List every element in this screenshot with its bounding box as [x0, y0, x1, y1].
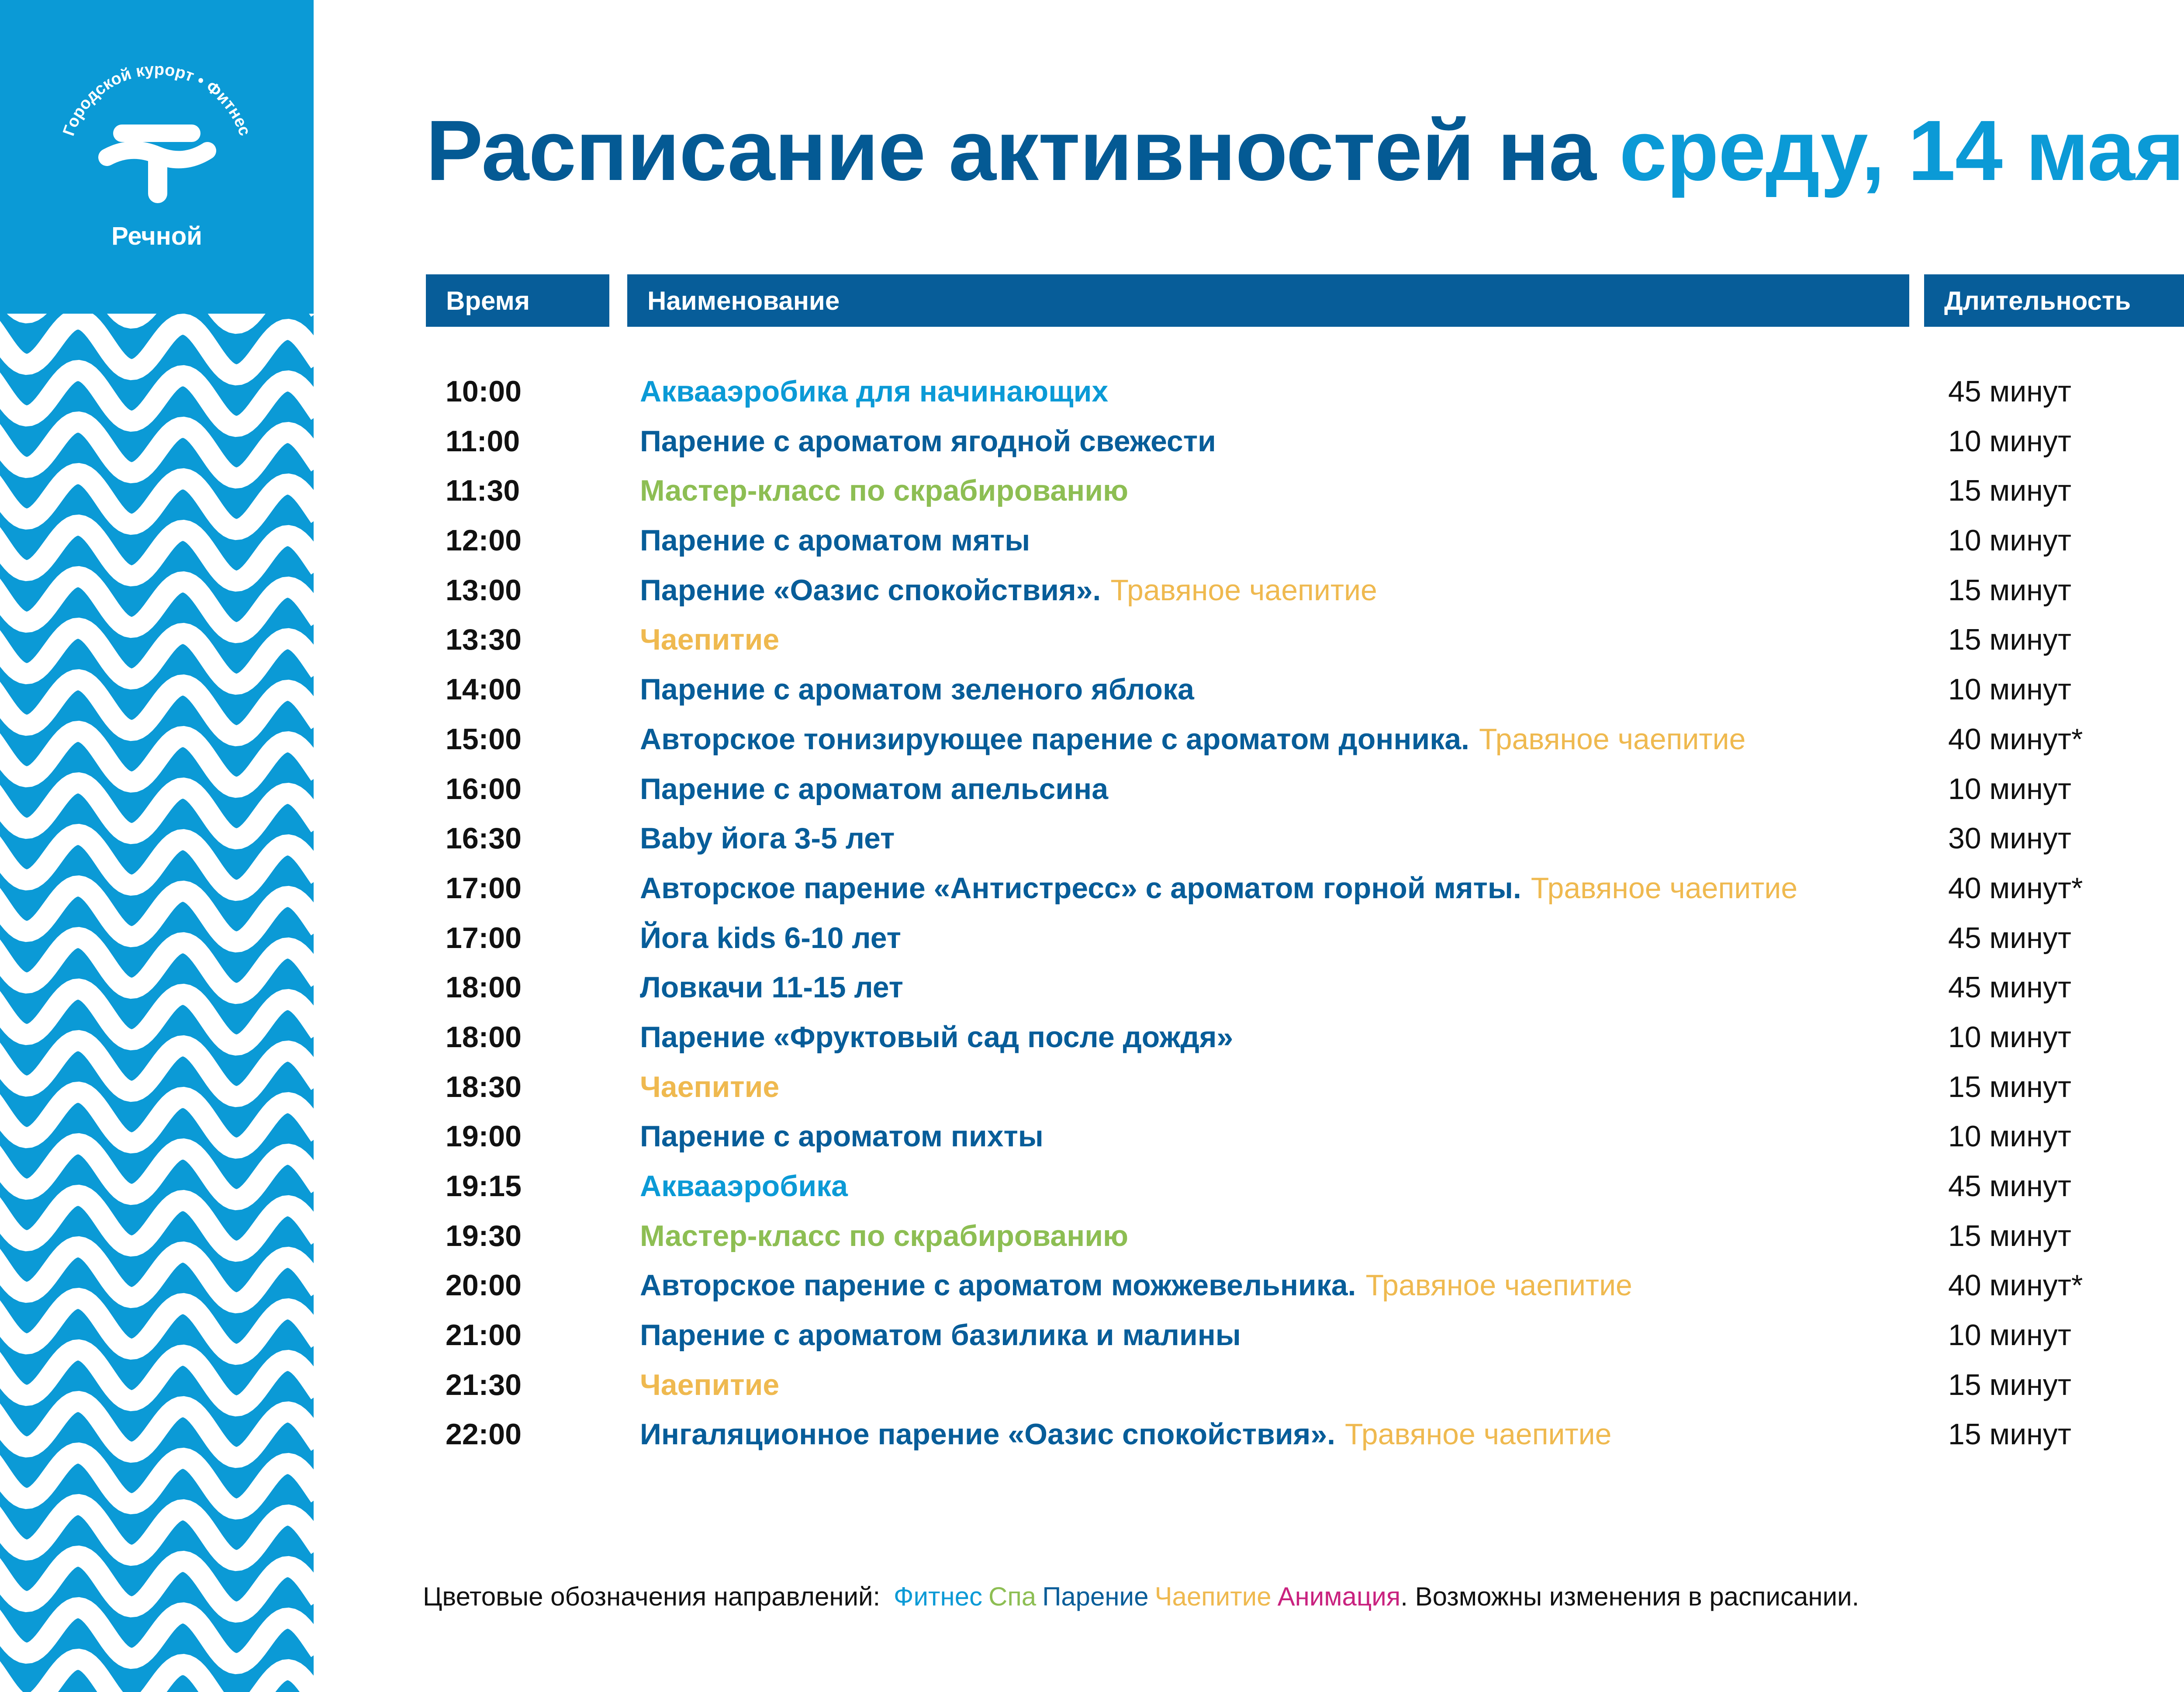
legend-item-steam: Парение [1042, 1582, 1149, 1611]
activity-extra: Травяное чаепитие [1531, 871, 1798, 905]
activity-name: Ловкачи 11-15 лет [640, 971, 903, 1004]
table-row [0, 1013, 2184, 1062]
row-name [640, 715, 1745, 765]
row-name [640, 1410, 1611, 1460]
legend-item-fitness: Фитнес [893, 1582, 982, 1611]
row-name [640, 1062, 779, 1112]
row-name [640, 1360, 779, 1410]
activity-name: Парение «Оазис спокойствия». [640, 573, 1101, 607]
row-time: 17:00 [446, 921, 522, 955]
table-row [0, 765, 2184, 814]
row-time: 20:00 [446, 1269, 522, 1302]
wave-stripe [0, 1556, 314, 1612]
legend-suffix: . Возможны изменения в расписании. [1400, 1582, 1859, 1611]
legend-item-anim: Анимация [1277, 1582, 1401, 1611]
row-duration: 10 минут [1948, 524, 2071, 557]
activity-name: Парение с ароматом пихты [640, 1120, 1044, 1153]
row-time: 18:30 [446, 1070, 522, 1104]
table-row [0, 1062, 2184, 1112]
table-row [0, 367, 2184, 417]
row-name [640, 1211, 1128, 1261]
table-row [0, 1162, 2184, 1211]
row-duration: 15 минут [1948, 1368, 2071, 1401]
row-duration: 15 минут [1948, 1418, 2071, 1451]
row-duration: 10 минут [1948, 772, 2071, 806]
row-time: 15:00 [446, 722, 522, 756]
wave-stripe [0, 319, 314, 375]
table-row [0, 417, 2184, 467]
row-name [640, 417, 1216, 467]
row-time: 19:30 [446, 1219, 522, 1253]
activity-name: Чаепитие [640, 1070, 780, 1104]
wave-stripe [0, 1608, 314, 1664]
activity-extra: Травяное чаепитие [1479, 722, 1746, 756]
row-time: 19:15 [446, 1170, 522, 1203]
row-duration: 10 минут [1948, 1020, 2071, 1054]
wave-stripe [0, 1453, 314, 1509]
table-row [0, 665, 2184, 715]
row-duration: 10 минут [1948, 673, 2071, 706]
activity-name: Аквааэробика [640, 1170, 848, 1203]
table-row [0, 1112, 2184, 1162]
row-time: 22:00 [446, 1418, 522, 1451]
row-name [640, 615, 779, 665]
color-legend [423, 1581, 1865, 1612]
activity-name: Парение с ароматом базилика и малины [640, 1318, 1241, 1352]
activity-name: Ингаляционное парение «Оазис спокойствия». [640, 1418, 1336, 1451]
row-time: 18:00 [446, 971, 522, 1004]
table-row [0, 615, 2184, 665]
row-duration: 15 минут [1948, 1070, 2071, 1104]
row-name [640, 1013, 1233, 1062]
header-time: Время [426, 274, 609, 327]
table-row [0, 1261, 2184, 1311]
row-duration: 15 минут [1948, 1219, 2071, 1253]
row-time: 16:00 [446, 772, 522, 806]
activity-extra: Травяное чаепитие [1365, 1269, 1632, 1302]
row-name [640, 665, 1194, 715]
activity-name: Парение «Фруктовый сад после дождя» [640, 1020, 1234, 1054]
table-row [0, 913, 2184, 963]
row-time: 17:00 [446, 871, 522, 905]
activity-name: Мастер-класс по скрабированию [640, 1219, 1129, 1253]
schedule-table [0, 367, 2184, 1460]
row-name [640, 913, 901, 963]
row-time: 12:00 [446, 524, 522, 557]
activity-name: Baby йога 3-5 лет [640, 822, 895, 855]
row-name [640, 566, 1377, 616]
header-name: Наименование [627, 274, 1909, 327]
wave-stripe [0, 314, 314, 323]
brand-logo [0, 0, 314, 314]
row-duration: 40 минут* [1948, 871, 2083, 905]
row-name [640, 1112, 1044, 1162]
row-name [640, 814, 895, 864]
row-time: 16:30 [446, 822, 522, 855]
row-name [640, 516, 1030, 566]
row-name [640, 864, 1797, 913]
legend-item-tea: Чаепитие [1154, 1582, 1272, 1611]
row-duration: 15 минут [1948, 623, 2071, 657]
table-row [0, 566, 2184, 616]
activity-name: Парение с ароматом апельсина [640, 772, 1109, 806]
row-duration: 40 минут* [1948, 1269, 2083, 1302]
activity-name: Йога kids 6-10 лет [640, 921, 901, 955]
table-row [0, 963, 2184, 1013]
row-name [640, 765, 1108, 814]
page-title [426, 101, 2184, 200]
title-main: Расписание активностей на [426, 103, 1596, 198]
row-time: 21:00 [446, 1318, 522, 1352]
brand-name: Речной [111, 222, 202, 250]
row-duration: 15 минут [1948, 573, 2071, 607]
activity-name: Авторское парение «Антистресс» с ароматом горной мяты. [640, 871, 1521, 905]
row-time: 14:00 [446, 673, 522, 706]
table-row [0, 1211, 2184, 1261]
activity-name: Чаепитие [640, 1368, 780, 1401]
row-duration: 45 минут [1948, 921, 2071, 955]
row-duration: 45 минут [1948, 971, 2071, 1004]
activity-name: Парение с ароматом ягодной свежести [640, 424, 1216, 458]
table-row [0, 1360, 2184, 1410]
row-name [640, 1261, 1632, 1311]
activity-extra: Травяное чаепитие [1345, 1418, 1612, 1451]
activity-extra: Травяное чаепитие [1110, 573, 1377, 607]
legend-prefix: Цветовые обозначения направлений: [423, 1582, 881, 1611]
row-time: 13:00 [446, 573, 522, 607]
legend-item-spa: Спа [988, 1582, 1037, 1611]
table-row [0, 1410, 2184, 1460]
table-row [0, 1311, 2184, 1360]
wave-stripe [0, 1505, 314, 1561]
table-row [0, 516, 2184, 566]
row-duration: 10 минут [1948, 1120, 2071, 1153]
title-accent: среду, 14 мая [1619, 103, 2184, 198]
row-duration: 10 минут [1948, 1318, 2071, 1352]
row-name [640, 1311, 1241, 1360]
table-row [0, 814, 2184, 864]
wave-stripe [0, 1659, 314, 1692]
activity-name: Мастер-класс по скрабированию [640, 474, 1129, 508]
row-name [640, 963, 903, 1013]
row-time: 10:00 [446, 375, 522, 408]
activity-name: Авторское парение с ароматом можжевельника. [640, 1269, 1356, 1302]
row-name [640, 466, 1128, 516]
activity-name: Чаепитие [640, 623, 780, 657]
row-time: 11:30 [446, 474, 520, 508]
row-duration: 45 минут [1948, 375, 2071, 408]
river-t-logo-icon [0, 0, 314, 314]
activity-name: Парение с ароматом мяты [640, 524, 1030, 557]
row-time: 21:30 [446, 1368, 522, 1401]
table-row [0, 715, 2184, 765]
brand-ring-text: Городской курорт • Фитнес [59, 60, 254, 138]
row-duration: 10 минут [1948, 424, 2071, 458]
row-duration: 30 минут [1948, 822, 2071, 855]
row-name [640, 1162, 848, 1211]
table-row [0, 864, 2184, 913]
header-duration: Длительность [1924, 274, 2184, 327]
activity-name: Парение с ароматом зеленого яблока [640, 673, 1194, 706]
row-name [640, 367, 1108, 417]
row-duration: 45 минут [1948, 1170, 2071, 1203]
activity-name: Авторское тонизирующее парение с ароматом донника. [640, 722, 1469, 756]
row-time: 19:00 [446, 1120, 522, 1153]
row-duration: 15 минут [1948, 474, 2071, 508]
table-row [0, 466, 2184, 516]
activity-name: Аквааэробика для начинающих [640, 375, 1109, 408]
row-time: 18:00 [446, 1020, 522, 1054]
row-time: 13:30 [446, 623, 522, 657]
row-duration: 40 минут* [1948, 722, 2083, 756]
row-time: 11:00 [446, 424, 520, 458]
